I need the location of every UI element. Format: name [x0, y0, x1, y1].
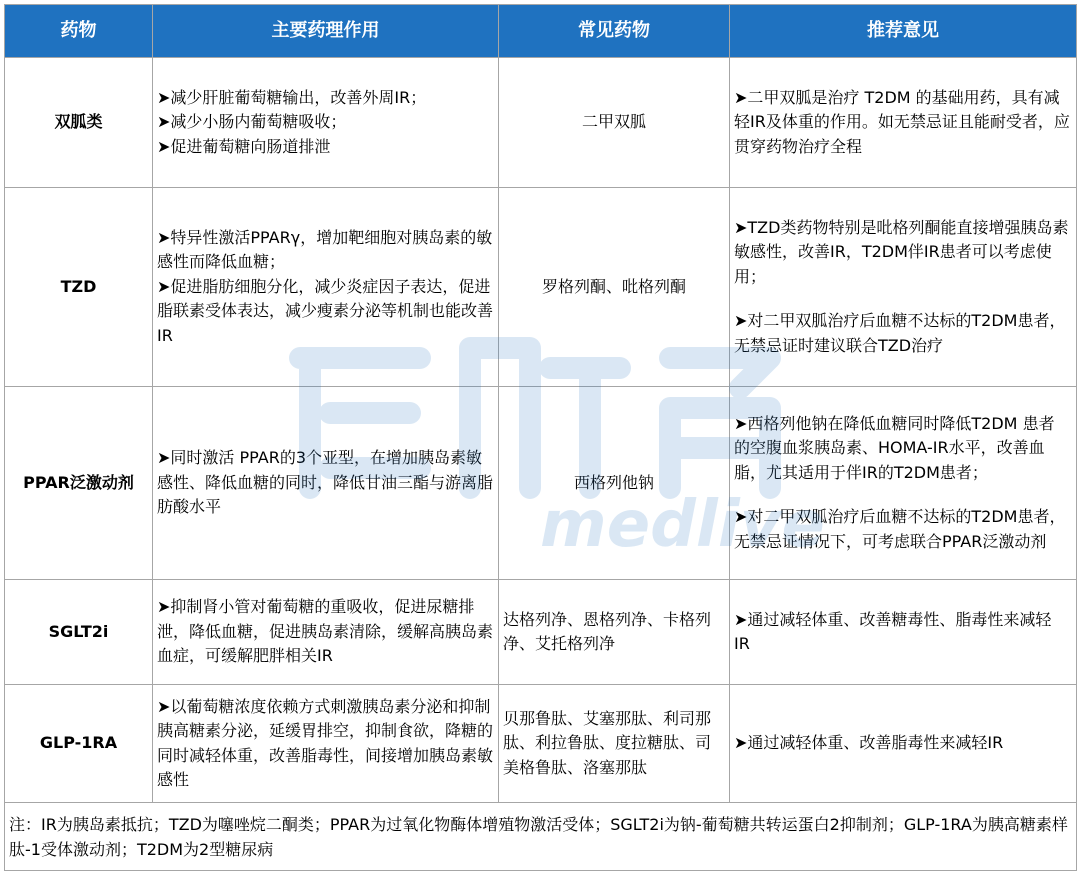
mechanism-cell: [153, 387, 499, 580]
paragraph-gap: [734, 289, 1072, 309]
table-row: [5, 188, 1077, 387]
mechanism-line: ➤促进葡萄糖向肠道排泄: [157, 136, 331, 156]
recommendation-cell: [730, 58, 1077, 188]
recommendation-cell: [730, 685, 1077, 803]
table-row: [5, 685, 1077, 803]
mechanism-line: ➤促进脂肪细胞分化，减少炎症因子表达，促进脂联素受体表达，减少瘦素分泌等机制也能改善IR: [157, 276, 494, 345]
drug-name: TZD: [5, 188, 153, 387]
recommendation-line: ➤西格列他钠在降低血糖同时降低T2DM 患者 的空腹血浆胰岛素、HOMA-IR水平，改善血脂，尤其适用于伴IR的T2DM患者；: [734, 413, 1055, 482]
drug-name: PPAR泛激动剂: [5, 387, 153, 580]
common-drugs: 罗格列酮、吡格列酮: [499, 188, 730, 387]
header-drug: 药物: [5, 5, 153, 58]
table-row: [5, 580, 1077, 685]
header-mechanism: 主要药理作用: [153, 5, 499, 58]
table-footnote: 注：IR为胰岛素抵抗；TZD为噻唑烷二酮类；PPAR为过氧化物酶体增殖物激活受体；SGLT2i为钠-葡萄糖共转运蛋白2抑制剂；GLP-1RA为胰高糖素样肽-1受体激动剂；T2DM为2型糖尿病: [5, 803, 1077, 871]
header-common-drugs: 常见药物: [499, 5, 730, 58]
recommendation-cell: [730, 188, 1077, 387]
mechanism-line: ➤减少小肠内葡萄糖吸收；: [157, 112, 347, 132]
recommendation-line: ➤对二甲双胍治疗后血糖不达标的T2DM患者，无禁忌证时建议联合TZD治疗: [734, 311, 1066, 355]
mechanism-cell: [153, 58, 499, 188]
mechanism-line: ➤同时激活 PPAR的3个亚型，在增加胰岛素敏感性、降低血糖的同时，降低甘油三酯与游离脂肪酸水平: [157, 448, 494, 517]
drug-name: 双胍类: [5, 58, 153, 188]
paragraph-gap: [734, 485, 1072, 505]
table-row: [5, 387, 1077, 580]
watermark-text: medlive: [540, 488, 825, 558]
common-drugs: 西格列他钠: [499, 387, 730, 580]
recommendation-line: ➤通过减轻体重、改善糖毒性、脂毒性来减轻 IR: [734, 609, 1052, 653]
recommendation-line: ➤二甲双胍是治疗 T2DM 的基础用药，具有减轻IR及体重的作用。如无禁忌证且能耐受者，应贯穿药物治疗全程: [734, 87, 1070, 156]
recommendation-line: ➤通过减轻体重、改善脂毒性来减轻IR: [734, 733, 1004, 753]
mechanism-line: ➤减少肝脏葡萄糖输出，改善外周IR；: [157, 87, 427, 107]
common-drugs: 二甲双胍: [499, 58, 730, 188]
recommendation-line: ➤对二甲双胍治疗后血糖不达标的T2DM患者，无禁忌证情况下，可考虑联合PPAR泛激动剂: [734, 507, 1066, 551]
recommendation-cell: [730, 580, 1077, 685]
table-row: [5, 58, 1077, 188]
note-row: [5, 803, 1077, 871]
mechanism-line: ➤以葡萄糖浓度依赖方式刺激胰岛素分泌和抑制胰高糖素分泌，延缓胃排空，抑制食欲，降糖的同时减轻体重，改善脂毒性，间接增加胰岛素敏感性: [157, 696, 494, 789]
mechanism-line: ➤抑制肾小管对葡萄糖的重吸收，促进尿糖排泄，降低血糖，促进胰岛素清除，缓解高胰岛素血症，可缓解肥胖相关IR: [157, 597, 494, 666]
header-row: [5, 5, 1077, 58]
common-drugs: 贝那鲁肽、艾塞那肽、利司那肽、利拉鲁肽、度拉糖肽、司美格鲁肽、洛塞那肽: [499, 685, 730, 803]
mechanism-cell: [153, 685, 499, 803]
recommendation-line: ➤TZD类药物特别是吡格列酮能直接增强胰岛素敏感性，改善IR，T2DM伴IR患者可以考虑使用；: [734, 217, 1069, 286]
mechanism-cell: [153, 188, 499, 387]
drug-name: GLP-1RA: [5, 685, 153, 803]
header-recommendation: 推荐意见: [730, 5, 1077, 58]
mechanism-cell: [153, 580, 499, 685]
recommendation-cell: [730, 387, 1077, 580]
mechanism-line: ➤特异性激活PPARγ，增加靶细胞对胰岛素的敏感性而降低血糖；: [157, 227, 493, 272]
common-drugs: 达格列净、恩格列净、卡格列净、艾托格列净: [499, 580, 730, 685]
drug-name: SGLT2i: [5, 580, 153, 685]
drug-comparison-table: [4, 4, 1077, 871]
